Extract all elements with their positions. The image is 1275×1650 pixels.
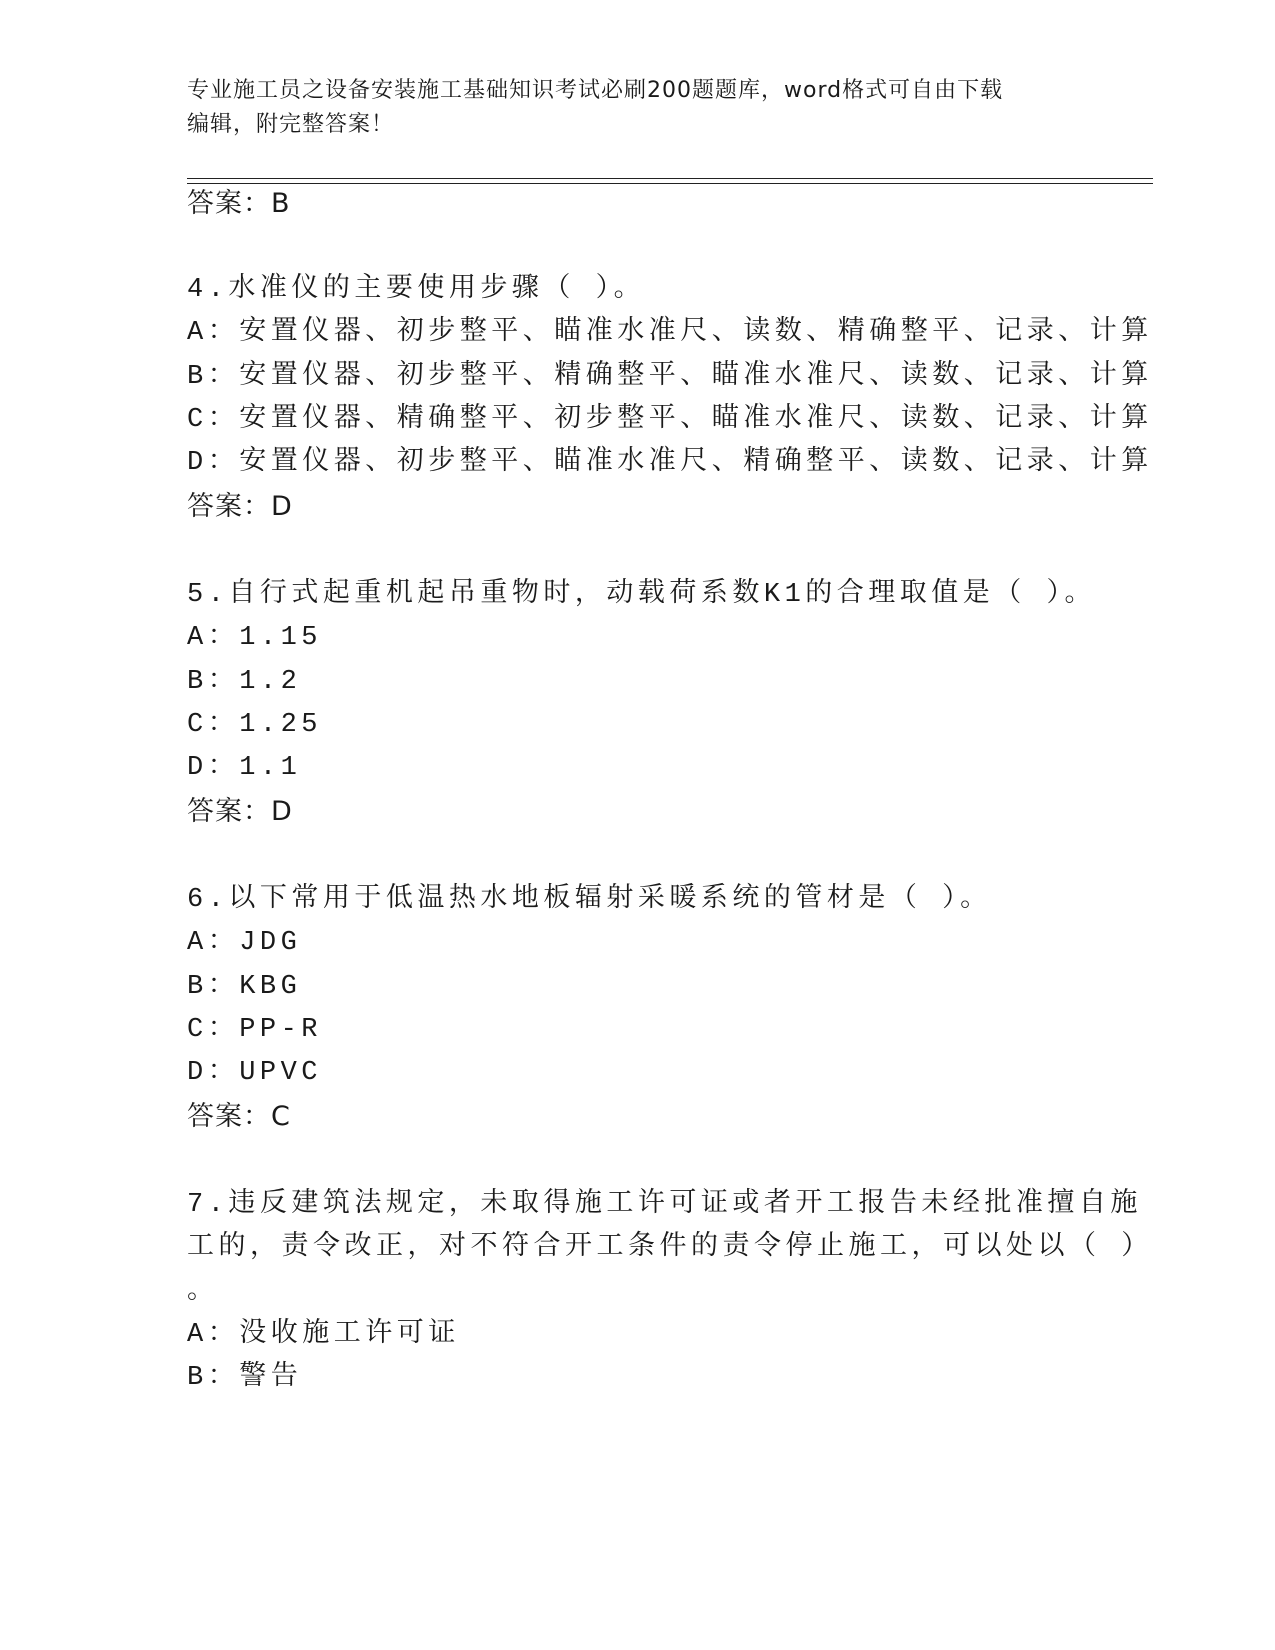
- question-6-option-d: D：UPVC: [187, 1058, 323, 1088]
- header-divider-bottom: [187, 183, 1153, 184]
- question-7-stem-line-2: 工的，责令改正，对不符合开工条件的责令停止施工，可以处以（ ）: [187, 1233, 1153, 1263]
- question-7-stem-line-1: 7.违反建筑法规定，未取得施工许可证或者开工报告未经批准擅自施: [187, 1190, 1142, 1220]
- header-title-line-2: 编辑，附完整答案！: [187, 112, 395, 137]
- question-7-option-b: B：警告: [187, 1363, 303, 1393]
- question-4-answer: 答案：D: [187, 491, 293, 522]
- question-5-option-b: B：1.2: [187, 667, 302, 697]
- question-4-stem: 4.水准仪的主要使用步骤（ ）。: [187, 275, 646, 305]
- header-divider-top: [187, 178, 1153, 179]
- question-5-option-a: A：1.15: [187, 623, 323, 653]
- question-6-answer: 答案：C: [187, 1101, 291, 1132]
- question-6-option-b: B：KBG: [187, 972, 302, 1002]
- header-title-line-1: 专业施工员之设备安装施工基础知识考试必刷200题题库，word格式可自由下载: [187, 78, 1004, 103]
- previous-answer: 答案：B: [187, 188, 291, 219]
- question-6-option-a: A：JDG: [187, 928, 302, 958]
- question-4-option-a: A：安置仪器、初步整平、瞄准水准尺、读数、精确整平、记录、计算: [187, 318, 1153, 348]
- document-header: [187, 74, 1087, 142]
- question-4-option-b: B：安置仪器、初步整平、精确整平、瞄准水准尺、读数、记录、计算: [187, 362, 1153, 392]
- question-5-answer: 答案：D: [187, 796, 293, 827]
- question-6-option-c: C：PP-R: [187, 1015, 323, 1045]
- question-7-option-a: A：没收施工许可证: [187, 1320, 460, 1350]
- question-5-option-d: D：1.1: [187, 753, 302, 783]
- question-5-stem: 5.自行式起重机起吊重物时，动载荷系数K1的合理取值是（ ）。: [187, 580, 1097, 610]
- question-4-option-d: D：安置仪器、初步整平、瞄准水准尺、精确整平、读数、记录、计算: [187, 448, 1153, 478]
- question-6-stem: 6.以下常用于低温热水地板辐射采暖系统的管材是（ ）。: [187, 885, 992, 915]
- question-4-option-c: C：安置仪器、精确整平、初步整平、瞄准水准尺、读数、记录、计算: [187, 405, 1153, 435]
- question-5-option-c: C：1.25: [187, 710, 323, 740]
- question-7-stem-line-3: 。: [187, 1277, 219, 1307]
